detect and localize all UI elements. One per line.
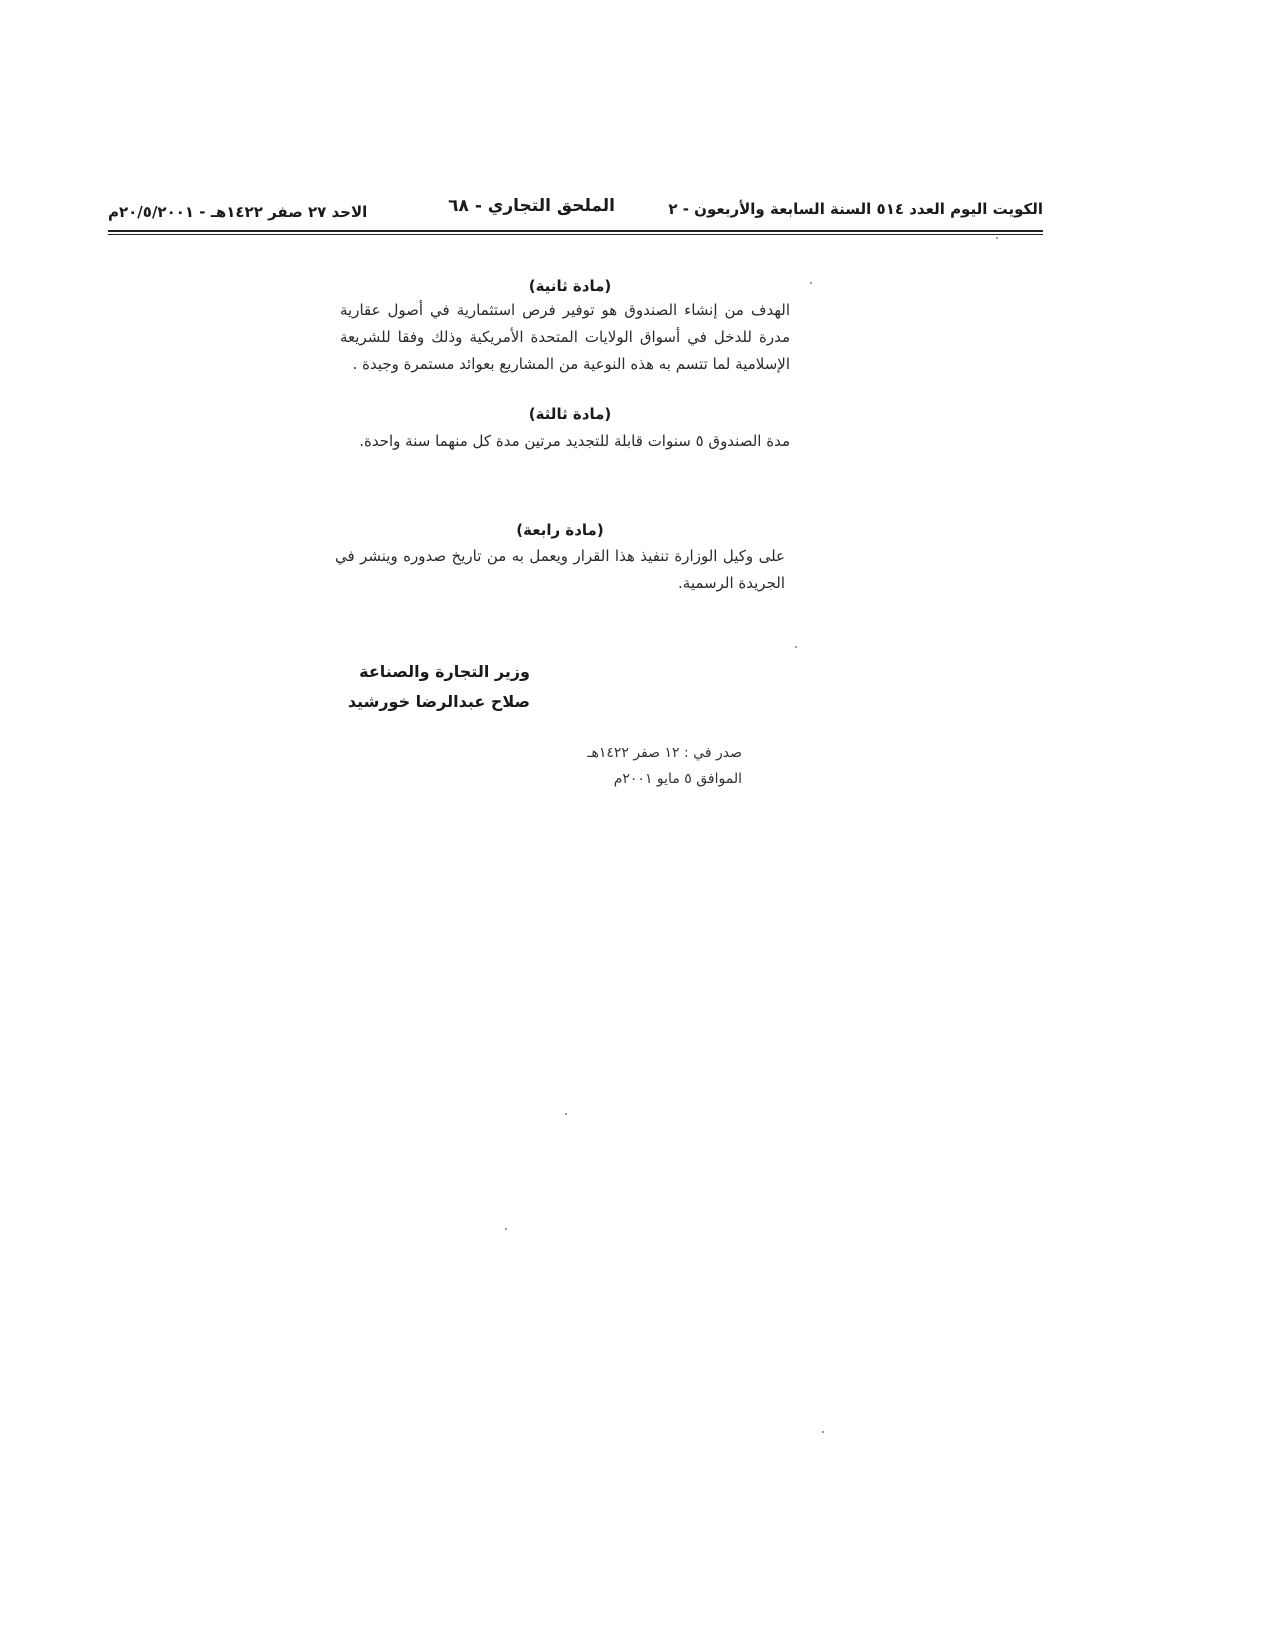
scan-speck [822,1431,824,1433]
header-rule [108,230,1043,232]
scan-speck [565,1113,567,1115]
article-3-text: مدة الصندوق ٥ سنوات قابلة للتجديد مرتين مدة كل منهما سنة واحدة. [359,432,790,450]
header-rule-thin [108,234,1043,235]
scan-speck [795,646,797,648]
signature-block [230,657,530,717]
scan-speck [810,282,812,284]
signature-position: وزير التجارة والصناعة [359,662,530,681]
article-3-title: (مادة ثالثة) [528,405,612,423]
header-date: الاحد ٢٧ صفر ١٤٢٢هـ - ٢٠/٥/٢٠٠١م [108,203,368,221]
article-4-text: على وكيل الوزارة تنفيذ هذا القرار ويعمل به من تاريخ صدوره وينشر في الجريدة الرسمية. [335,547,785,592]
scan-speck [996,237,998,239]
article-2-text: الهدف من إنشاء الصندوق هو توفير فرص استثمارية في أصول عقارية مدرة للدخل في أسواق الولايات المتحدة الأمريكية وذلك وفقا للشريعة الإسلامية لما تتسم به هذه النوعية من المشاريع بعوائد مستمرة وجيدة . [340,301,790,373]
issued-corresponding-date: الموافق ٥ مايو ٢٠٠١م [613,771,742,787]
header-supplement-title: الملحق التجاري - ٦٨ [448,196,615,216]
issued-block [482,740,742,792]
article-4-title: (مادة رابعة) [516,521,604,539]
scan-speck [505,1228,507,1230]
page-header [108,196,1043,224]
issued-date: صدر في : ١٢ صفر ١٤٢٢هـ [587,745,742,761]
article-2-title: (مادة ثانية) [528,277,612,295]
header-issue-info: الكويت اليوم العدد ٥١٤ السنة السابعة والأربعون - ٢ [668,200,1043,218]
signature-name: صلاح عبدالرضا خورشيد [347,692,530,711]
